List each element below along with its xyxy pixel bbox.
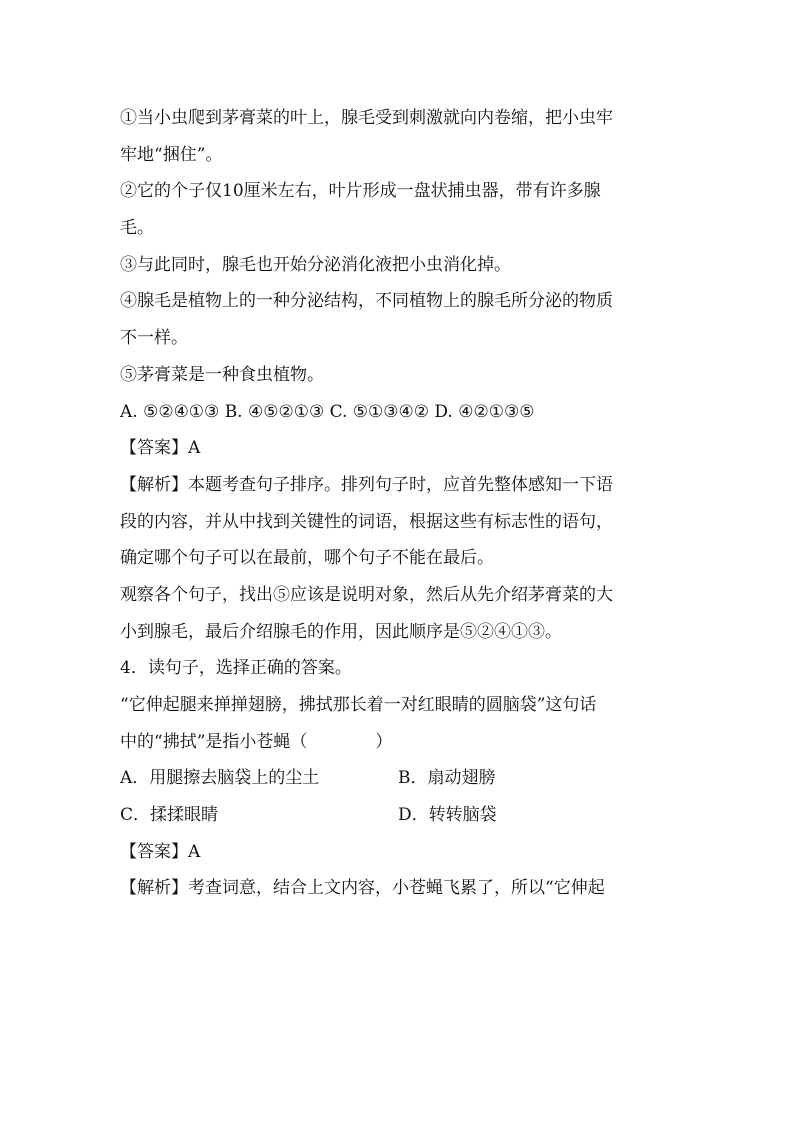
q3-analysis-line-4: 观察各个句子，找出⑤应该是说明对象，然后从先介绍茅膏菜的大 [120,584,613,605]
sentence-4-line-1: ④腺毛是植物上的一种分泌结构，不同植物上的腺毛所分泌的物质 [120,291,613,312]
sentence-1-line-1: ①当小虫爬到茅膏菜的叶上，腺毛受到刺激就向内卷缩，把小虫牢 [120,108,613,128]
q4-prompt-line-2: 中的“拂拭”是指小苍蝇（ ） [120,731,393,752]
sentence-2-line-2: 毛。 [120,218,154,239]
q4-choices-row-1 [120,760,680,797]
q4-heading: 4．读句子，选择正确的答案。 [120,658,352,679]
q4-answer: 【答案】A [120,841,201,862]
sentence-5: ⑤茅膏菜是一种食虫植物。 [120,364,324,385]
sentence-4-line-2: 不一样。 [120,328,188,349]
sentence-3: ③与此同时，腺毛也开始分泌消化液把小虫消化掉。 [120,254,511,275]
q4-choice-b: B．扇动翅膀 [398,768,496,789]
sentence-2-line-1: ②它的个子仅10厘米左右，叶片形成一盘状捕虫器，带有许多腺 [120,181,601,202]
q4-choices-row-2 [120,797,680,834]
q3-analysis-line-3: 确定哪个句子可以在最前，哪个句子不能在最后。 [120,548,494,569]
q4-prompt-line-1: “它伸起腿来掸掸翅膀，拂拭那长着一对红眼睛的圆脑袋”这句话 [120,695,597,715]
q4-choice-d: D．转转脑袋 [398,805,497,826]
q4-choice-a: A．用腿擦去脑袋上的尘土 [120,768,320,789]
q3-analysis-line-5: 小到腺毛，最后介绍腺毛的作用，因此顺序是⑤②④①③。 [120,621,562,642]
q3-analysis-line-1: 【解析】本题考查句子排序。排列句子时，应首先整体感知一下语 [120,474,613,495]
q3-analysis-line-2: 段的内容，并从中找到关键性的词语，根据这些有标志性的语句， [120,511,613,532]
sentence-1-line-2: 牢地“捆住”。 [120,144,223,165]
q3-answer: 【答案】A [120,438,201,459]
q4-choice-c: C．揉揉眼睛 [120,805,219,826]
q4-analysis: 【解析】考查词意，结合上文内容，小苍蝇飞累了，所以“它伸起 [120,878,605,899]
document-content [120,100,680,907]
q3-options: A. ⑤②④①③ B. ④⑤②①③ C. ⑤①③④② D. ④②①③⑤ [120,401,535,422]
